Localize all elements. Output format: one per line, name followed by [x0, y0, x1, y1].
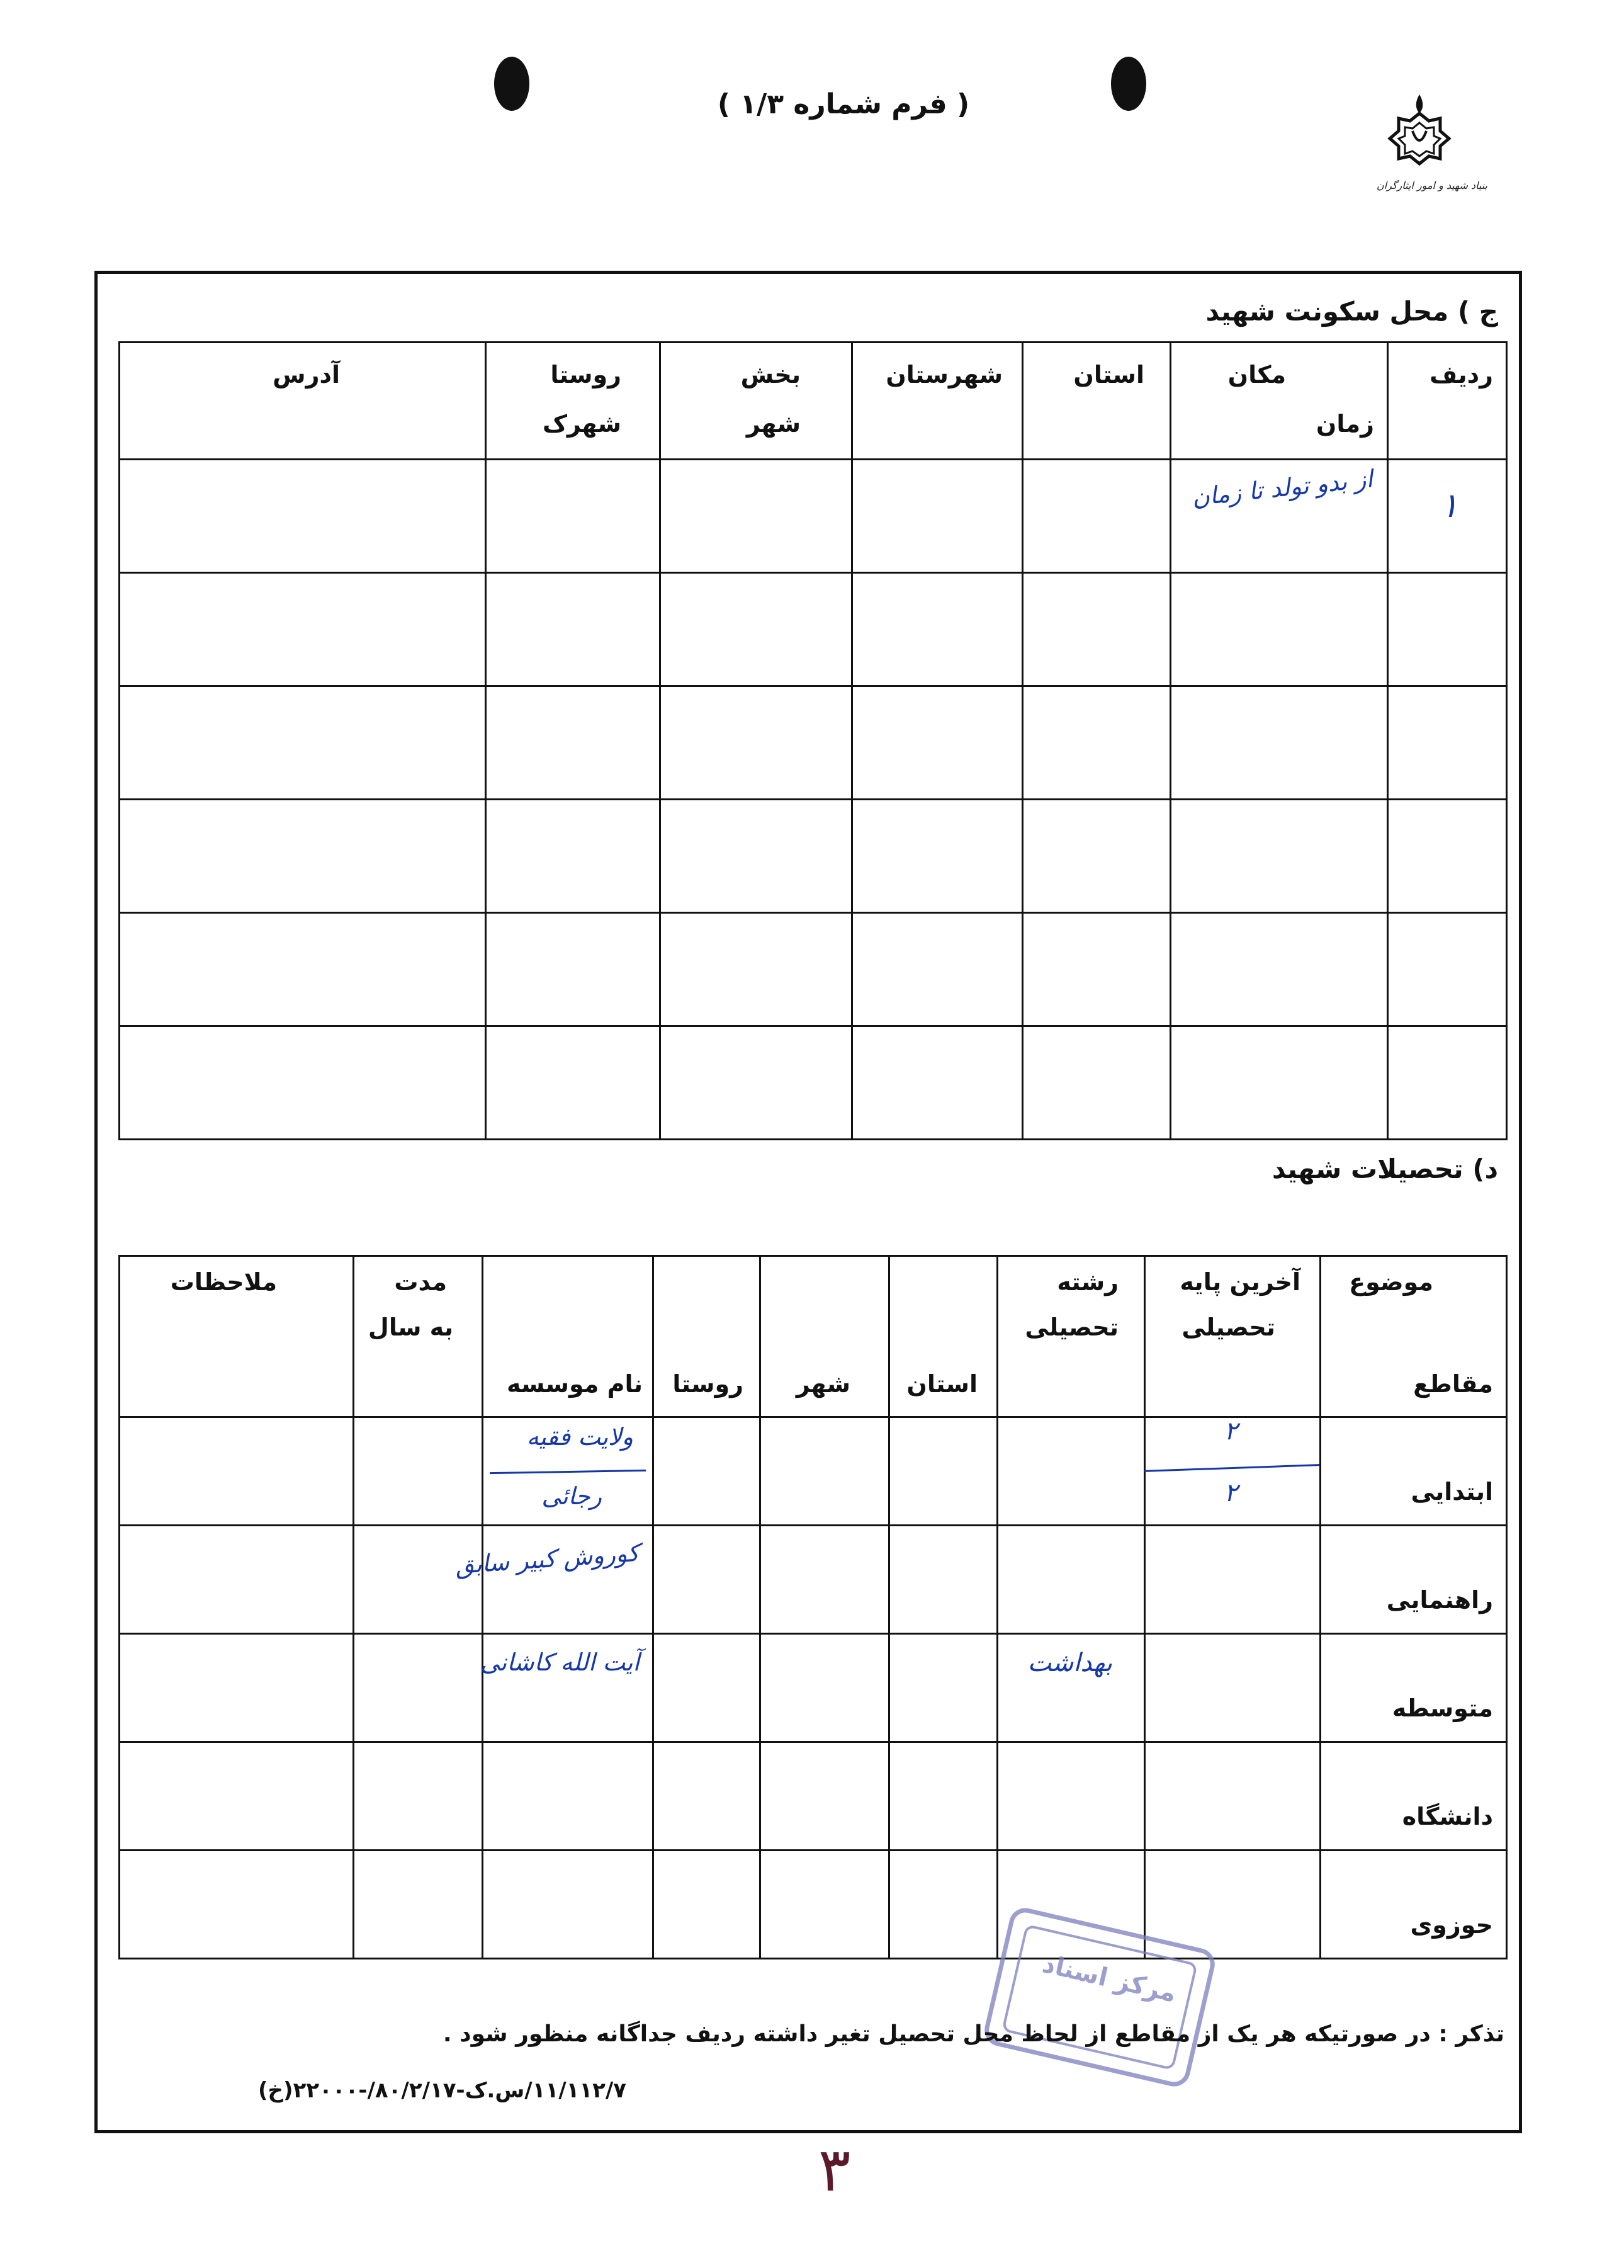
col-province [1023, 343, 1171, 460]
handwritten-divider-line [1144, 1464, 1319, 1472]
handwritten-last-grade-b: ۲ [1224, 1478, 1238, 1507]
table-row [120, 1742, 1507, 1851]
archive-stamp-text: مرکز اسناد [1039, 1949, 1180, 2009]
col-city-label: شهر [746, 410, 801, 438]
table-row [120, 460, 1507, 573]
col-address [120, 343, 486, 460]
col-last-grade [1145, 1256, 1321, 1417]
col-levels-label: مقاطع [1413, 1370, 1493, 1398]
handwritten-place-time: از بدو تولد تا زمان [1190, 465, 1374, 511]
table-row [120, 1417, 1507, 1526]
logo-caption: بنیاد شهید و امور ایثارگران [1376, 179, 1488, 191]
table-row [120, 913, 1507, 1026]
education-table [118, 1255, 1508, 1959]
col-last-grade-label-2: تحصیلی [1181, 1313, 1275, 1341]
col-remarks-label: ملاحظات [170, 1268, 277, 1296]
col-field-label: رشته [1057, 1268, 1119, 1296]
residence-header-row [120, 343, 1507, 460]
col-village-label: روستا [550, 361, 621, 388]
table-row [120, 1026, 1507, 1140]
section-c-title: ج ) محل سکونت شهید [1205, 296, 1498, 327]
punch-hole-left [494, 57, 529, 111]
table-row [120, 800, 1507, 913]
col-field-label-2: تحصیلی [1025, 1313, 1119, 1341]
col-duration-unit-label: به سال [368, 1313, 453, 1341]
col-district-city [660, 343, 852, 460]
handwritten-institution: ولایت فقیه [526, 1423, 633, 1451]
punch-hole-right [1111, 57, 1146, 111]
table-row [120, 1526, 1507, 1634]
table-row [120, 686, 1507, 800]
col-last-grade-label: آخرین پایه [1180, 1268, 1300, 1296]
col-town-label: شهرک [542, 410, 621, 438]
handwritten-divider-line [490, 1470, 646, 1474]
col-duration-label: مدت [394, 1268, 447, 1296]
col-institution [483, 1256, 653, 1417]
col-address-label: آدرس [273, 361, 340, 388]
level-label: راهنمایی [1386, 1586, 1493, 1614]
form-note: تذکر : در صورتیکه هر یک از مقاطع از لحاظ محل تحصیل تغیر داشته ردیف جداگانه منظور شود . [443, 2021, 1504, 2047]
col-institution-label: نام موسسه [506, 1370, 643, 1398]
handwritten-row-number: ۱ [1440, 485, 1458, 525]
col-county [852, 343, 1023, 460]
col-field [998, 1256, 1145, 1417]
level-label: ابتدایی [1411, 1478, 1493, 1505]
col-subject-level [1321, 1256, 1507, 1417]
col-row [1388, 343, 1507, 460]
education-header-row [120, 1256, 1507, 1417]
col-row-label: ردیف [1429, 361, 1493, 388]
handwritten-institution: آیت الله کاشانی [480, 1648, 640, 1676]
handwritten-last-grade: ۲ [1224, 1417, 1238, 1446]
handwritten-institution: کوروش کبیر سابق [454, 1538, 641, 1580]
col-place-label: مکان [1227, 361, 1286, 388]
handwritten-field: بهداشت [1027, 1648, 1112, 1677]
col-district-label: بخش [740, 361, 801, 388]
table-row [120, 1634, 1507, 1742]
level-label: حوزوی [1410, 1911, 1493, 1939]
table-row [120, 573, 1507, 686]
table-row [120, 1851, 1507, 1959]
col-city-label: شهر [796, 1370, 850, 1398]
col-village-label: روستا [672, 1370, 743, 1398]
footer-form-code: ۱۱/۱۱۲/۷/س.ک-۸۰/۲/۱۷/-۲۲۰۰۰(خ) [258, 2078, 627, 2103]
col-province [889, 1256, 998, 1417]
handwritten-institution-b: رجائی [541, 1482, 602, 1510]
form-number: ( فرم شماره ۱/۳ ) [717, 88, 970, 120]
col-place-time [1171, 343, 1388, 460]
col-time-label: زمان [1316, 410, 1374, 438]
residence-table [118, 341, 1508, 1140]
col-county-label: شهرستان [886, 361, 1003, 388]
section-d-title: د) تحصیلات شهید [1272, 1154, 1498, 1184]
col-province-label: استان [1073, 361, 1144, 388]
col-province-label: استان [906, 1370, 978, 1398]
level-label: دانشگاه [1402, 1803, 1493, 1830]
col-duration [354, 1256, 483, 1417]
col-city [760, 1256, 889, 1417]
col-village-town [486, 343, 660, 460]
col-village [653, 1256, 760, 1417]
level-label: متوسطه [1392, 1694, 1493, 1722]
col-subject-label: موضوع [1349, 1268, 1433, 1296]
handwritten-page-number: ۳ [818, 2135, 851, 2205]
col-remarks [120, 1256, 354, 1417]
